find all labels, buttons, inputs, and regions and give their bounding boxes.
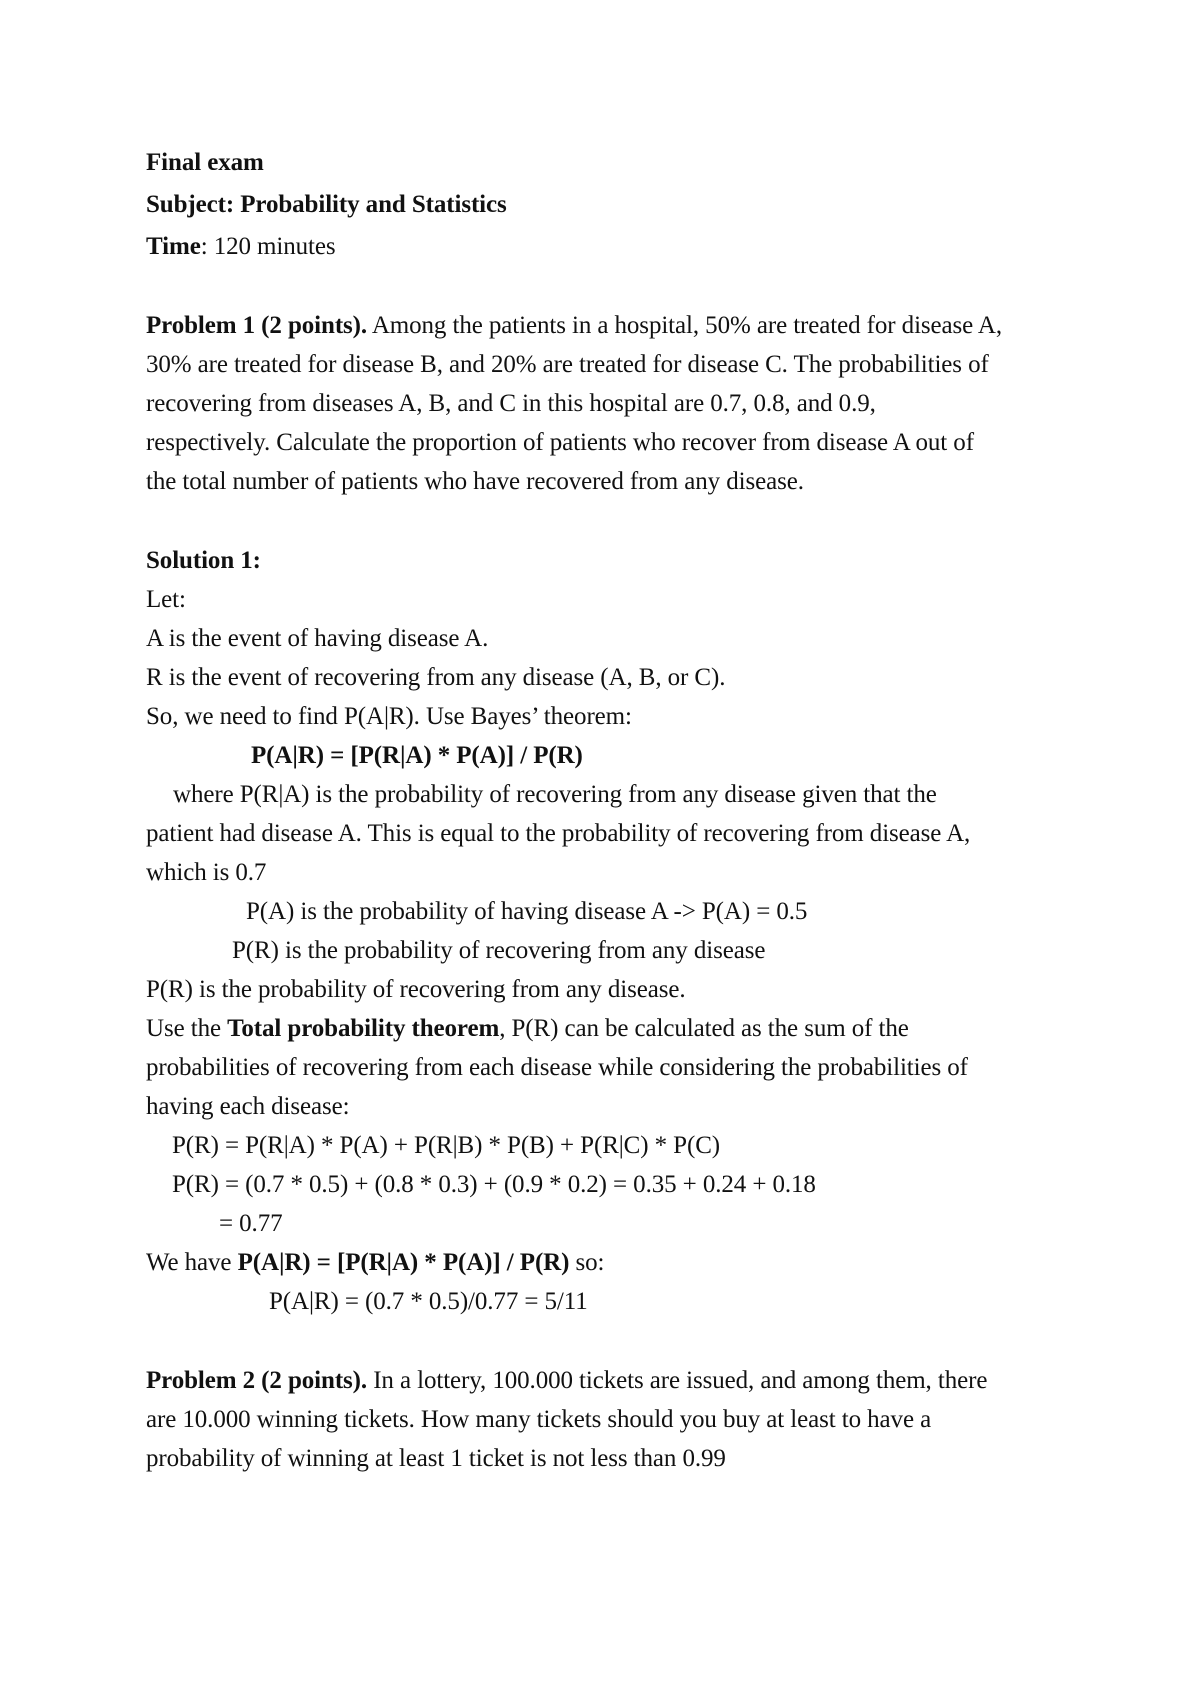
pr-definition-indented: P(R) is the probability of recovering from any disease — [232, 937, 766, 964]
equation-1: P(R) = P(R|A) * P(A) + P(R|B) * P(B) + P(R|C) * P(C) — [172, 1132, 720, 1159]
solution1-event-r: R is the event of recovering from any disease (A, B, or C). — [146, 664, 726, 691]
equation-3: = 0.77 — [219, 1210, 283, 1237]
solution1-heading: Solution 1: — [146, 547, 261, 574]
time-value: : 120 minutes — [200, 233, 336, 260]
bayes-formula: P(A|R) = [P(R|A) * P(A)] / P(R) — [251, 742, 583, 769]
problem1-line-2: 30% are treated for disease B, and 20% are treated for disease C. The probabilities of — [146, 351, 989, 378]
problem2-line-3: probability of winning at least 1 ticket is not less than 0.99 — [146, 1445, 726, 1472]
we-have-formula: P(A|R) = [P(R|A) * P(A)] / P(R) — [237, 1249, 570, 1276]
problem1-line-3: recovering from diseases A, B, and C in this hospital are 0.7, 0.8, and 0.9, — [146, 390, 876, 417]
total-probability-line-3: having each disease: — [146, 1093, 350, 1120]
time-label: Time — [146, 233, 201, 260]
problem1-line-5: the total number of patients who have recovered from any disease. — [146, 468, 804, 495]
where-line-1: where P(R|A) is the probability of recovering from any disease given that the — [173, 781, 937, 808]
solution1-find: So, we need to find P(A|R). Use Bayes’ theorem: — [146, 703, 632, 730]
total-probability-line-2: probabilities of recovering from each disease while considering the probabilities of — [146, 1054, 968, 1081]
solution1-event-a: A is the event of having disease A. — [146, 625, 489, 652]
problem1-text: Among the patients in a hospital, 50% are treated for disease A, — [367, 312, 1003, 339]
total-suffix: , P(R) can be calculated as the sum of the — [499, 1015, 909, 1042]
problem1-heading: Problem 1 (2 points). — [146, 312, 368, 339]
solution1-let: Let: — [146, 586, 186, 613]
problem2-heading: Problem 2 (2 points). — [146, 1367, 368, 1394]
pa-definition: P(A) is the probability of having disease A -> P(A) = 0.5 — [246, 898, 808, 925]
problem2-text: In a lottery, 100.000 tickets are issued, and among them, there — [367, 1367, 988, 1394]
we-have-prefix: We have — [146, 1249, 238, 1276]
final-result: P(A|R) = (0.7 * 0.5)/0.77 = 5/11 — [269, 1288, 588, 1315]
problem2-line-1 — [146, 1366, 987, 1396]
exam-time — [146, 232, 336, 262]
exam-subject: Subject: Probability and Statistics — [146, 191, 507, 218]
we-have-line — [146, 1248, 604, 1278]
where-line-3: which is 0.7 — [146, 859, 267, 886]
total-probability-theorem: Total probability theorem — [227, 1015, 500, 1042]
total-prefix: Use the — [146, 1015, 228, 1042]
equation-2: P(R) = (0.7 * 0.5) + (0.8 * 0.3) + (0.9 * 0.2) = 0.35 + 0.24 + 0.18 — [172, 1171, 816, 1198]
where-line-2: patient had disease A. This is equal to the probability of recovering from disease A, — [146, 820, 971, 847]
exam-title: Final exam — [146, 149, 264, 176]
pr-definition: P(R) is the probability of recovering from any disease. — [146, 976, 686, 1003]
we-have-suffix: so: — [569, 1249, 605, 1276]
problem1-line-1 — [146, 311, 1002, 341]
problem1-line-4: respectively. Calculate the proportion of patients who recover from disease A out of — [146, 429, 974, 456]
total-probability-line-1 — [146, 1014, 909, 1044]
problem2-line-2: are 10.000 winning tickets. How many tickets should you buy at least to have a — [146, 1406, 932, 1433]
